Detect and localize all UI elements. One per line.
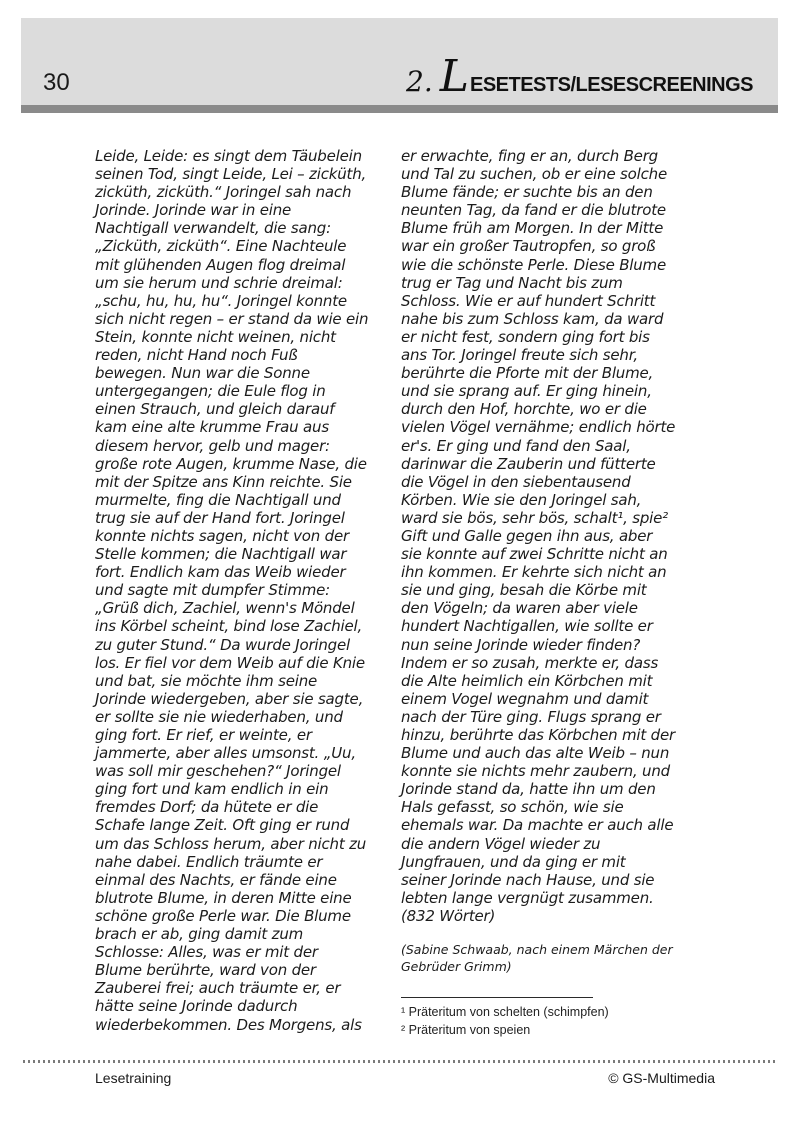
text-line: ¹ Präteritum von schelten (schimpfen) <box>401 1005 609 1019</box>
text-line: trug er Tag und Nacht bis zum <box>401 273 623 292</box>
text-line: und bat, sie möchte ihm seine <box>95 671 318 690</box>
footer-copyright: © GS-Multimedia <box>608 1070 715 1086</box>
text-line: einmal des Nachts, er fände eine <box>95 870 337 889</box>
text-line: große rote Augen, krumme Nase, die <box>95 454 367 473</box>
text-line: Gebrüder Grimm) <box>401 959 512 974</box>
text-line: die Alte heimlich ein Körbchen mit <box>401 671 653 690</box>
text-line: konnte nichts sagen, nicht von der <box>95 526 349 545</box>
text-line: hundert Nachtigallen, wie sollte er <box>401 617 653 636</box>
text-line: (832 Wörter) <box>401 906 496 925</box>
footnote-rule <box>401 997 593 998</box>
text-line: Körben. Wie sie den Joringel sah, <box>401 490 642 509</box>
text-line: und Tal zu suchen, ob er eine solche <box>401 165 667 184</box>
text-line: los. Er fiel vor dem Weib auf die Knie <box>95 653 365 672</box>
text-line: Stelle kommen; die Nachtigall war <box>95 545 347 564</box>
text-line: trug sie auf der Hand fort. Joringel <box>95 508 345 527</box>
text-line: ging fort. Er rief, er weinte, er <box>95 726 312 744</box>
text-line: Schloss. Wie er auf hundert Schritt <box>401 291 656 310</box>
text-line: was soll mir geschehen?“ Joringel <box>95 762 341 781</box>
text-line: nun seine Jorinde wieder finden? <box>401 635 641 654</box>
author-credit <box>401 941 673 975</box>
text-line: zicküth, zicküth.“ Joringel sah nach <box>95 183 352 202</box>
chapter-number: 2. <box>406 65 433 98</box>
text-line: war ein großer Tautropfen, so groß <box>401 237 656 256</box>
text-line: Jungfrauen, und da ging er mit <box>401 852 626 871</box>
header-divider-bar <box>21 105 778 113</box>
text-line: die andern Vögel wieder zu <box>401 834 601 853</box>
text-line: Blume früh am Morgen. In der Mitte <box>401 219 664 238</box>
chapter-heading-text: ESETESTS/LESESCREENINGS <box>469 74 753 96</box>
text-line: einen Strauch, und gleich darauf <box>95 400 335 419</box>
text-line: berührte die Pforte mit der Blume, <box>401 364 654 383</box>
text-line: und sagte mit dumpfer Stimme: <box>95 581 331 600</box>
text-line: wie die schönste Perle. Diese Blume <box>401 255 666 274</box>
text-line: mit der Spitze ans Kinn reichte. Sie <box>95 472 352 491</box>
text-line: seiner Jorinde nach Hause, und sie <box>401 870 655 889</box>
text-line: Blume fände; er suchte bis an den <box>401 183 653 202</box>
text-line: durch den Hof, horchte, wo er die <box>401 400 647 419</box>
text-line: einem Vogel wegnahm und damit <box>401 689 649 708</box>
text-line: untergegangen; die Eule flog in <box>95 382 326 401</box>
text-line: „schu, hu, hu, hu“. Joringel konnte <box>95 291 347 310</box>
text-line: nach der Türe ging. Flugs sprang er <box>401 707 661 726</box>
text-line: seinen Tod, singt Leide, Lei – zicküth, <box>95 165 367 184</box>
page-number: 30 <box>43 69 70 96</box>
text-line: wiederbekommen. Des Morgens, als <box>95 1015 362 1034</box>
text-line: und sie sprang auf. Er ging hinein, <box>401 382 652 401</box>
text-line: zu guter Stund.“ Da wurde Joringel <box>95 635 350 654</box>
text-line: nahe bis zum Schloss kam, da ward <box>401 309 664 328</box>
text-line: er nicht fest, sondern ging fort bis <box>401 327 650 346</box>
text-line: jammerte, aber alles umsonst. „Uu, <box>95 744 356 763</box>
text-line: fremdes Dorf; da hütete er die <box>95 798 319 817</box>
text-line: „Zicküth, zicküth“. Eine Nachteule <box>95 237 347 256</box>
text-line: nahe dabei. Endlich träumte er <box>95 852 323 871</box>
text-line: darinwar die Zauberin und fütterte <box>401 454 656 473</box>
text-line: Nachtigall verwandelt, die sang: <box>95 219 331 238</box>
text-line: neunten Tag, da fand er die blutrote <box>401 201 666 220</box>
text-line: brach er ab, ging damit zum <box>95 925 304 944</box>
text-line: (Sabine Schwaab, nach einem Märchen der <box>401 942 673 957</box>
text-line: Schafe lange Zeit. Oft ging er rund <box>95 816 350 835</box>
text-line: Indem er so zusah, merkte er, dass <box>401 653 659 672</box>
text-line: ans Tor. Joringel freute sich sehr, <box>401 346 638 365</box>
footnotes <box>401 1004 609 1039</box>
text-line: Jorinde stand da, hatte ihn um den <box>401 780 656 799</box>
text-line: schöne große Perle war. Die Blume <box>95 906 351 925</box>
text-line: Hals gefasst, so schön, wie sie <box>401 798 624 817</box>
footer-series-label: Lesetraining <box>95 1070 172 1086</box>
text-line: blutrote Blume, in deren Mitte eine <box>95 888 352 907</box>
text-line: ² Präteritum von speien <box>401 1022 531 1037</box>
text-line: Leide, Leide: es singt dem Täubelein <box>95 147 362 165</box>
text-line: kam eine alte krumme Frau aus <box>95 418 329 437</box>
text-line: konnte sie nichts mehr zaubern, und <box>401 762 670 781</box>
text-line: ehemals war. Da machte er auch alle <box>401 816 674 835</box>
text-line: Jorinde. Jorinde war in eine <box>95 201 292 220</box>
text-line: murmelte, fing die Nachtigall und <box>95 490 341 509</box>
text-line: Jorinde wiedergeben, aber sie sagte, <box>95 689 364 708</box>
text-line: Gift und Galle gegen ihn aus, aber <box>401 526 653 545</box>
text-line: mit glühenden Augen flog dreimal <box>95 255 346 274</box>
text-line: sie konnte auf zwei Schritte nicht an <box>401 545 668 564</box>
text-line: diesem hervor, gelb und mager: <box>95 436 330 455</box>
text-line: hinzu, berührte das Körbchen mit der <box>401 726 675 744</box>
text-line: sich nicht regen – er stand da wie ein <box>95 309 369 328</box>
text-line: um das Schloss herum, aber nicht zu <box>95 834 367 853</box>
text-line: er's. Er ging und fand den Saal, <box>401 436 631 455</box>
text-line: den Vögeln; da waren aber viele <box>401 599 638 618</box>
text-line: Zauberei frei; auch träumte er, er <box>95 979 341 998</box>
text-line: Stein, konnte nicht weinen, nicht <box>95 327 336 346</box>
text-line: fort. Endlich kam das Weib wieder <box>95 563 346 582</box>
text-column-left <box>95 147 395 1034</box>
text-line: bewegen. Nun war die Sonne <box>95 364 310 383</box>
text-line: Blume und auch das alte Weib – nun <box>401 744 670 763</box>
chapter-title <box>406 51 753 102</box>
chapter-initial-letter: L <box>439 51 469 102</box>
text-line: hätte seine Jorinde dadurch <box>95 997 298 1016</box>
text-line: er sollte sie nie wiederhaben, und <box>95 707 343 726</box>
text-line: um sie herum und schrie dreimal: <box>95 273 343 292</box>
text-line: Schlosse: Alles, was er mit der <box>95 943 318 962</box>
text-line: reden, nicht Hand noch Fuß <box>95 346 298 365</box>
text-line: ihn kommen. Er kehrte sich nicht an <box>401 563 667 582</box>
text-line: „Grüß dich, Zachiel, wenn's Möndel <box>95 599 355 618</box>
text-line: sie und ging, besah die Körbe mit <box>401 581 647 600</box>
text-line: ward sie bös, sehr bös, schalt¹, spie² <box>401 508 668 527</box>
text-line: vielen Vögel vernähme; endlich hörte <box>401 418 676 437</box>
text-line: ins Körbel scheint, bind lose Zachiel, <box>95 617 363 636</box>
footer-dotted-divider <box>23 1060 777 1063</box>
text-line: er erwachte, fing er an, durch Berg <box>401 147 658 165</box>
text-column-right <box>401 147 716 925</box>
text-line: Blume berührte, ward von der <box>95 961 316 980</box>
text-line: ging fort und kam endlich in ein <box>95 780 329 799</box>
text-line: die Vögel in den siebentausend <box>401 472 631 491</box>
text-line: lebten lange vergnügt zusammen. <box>401 888 654 907</box>
page-header <box>21 18 778 105</box>
